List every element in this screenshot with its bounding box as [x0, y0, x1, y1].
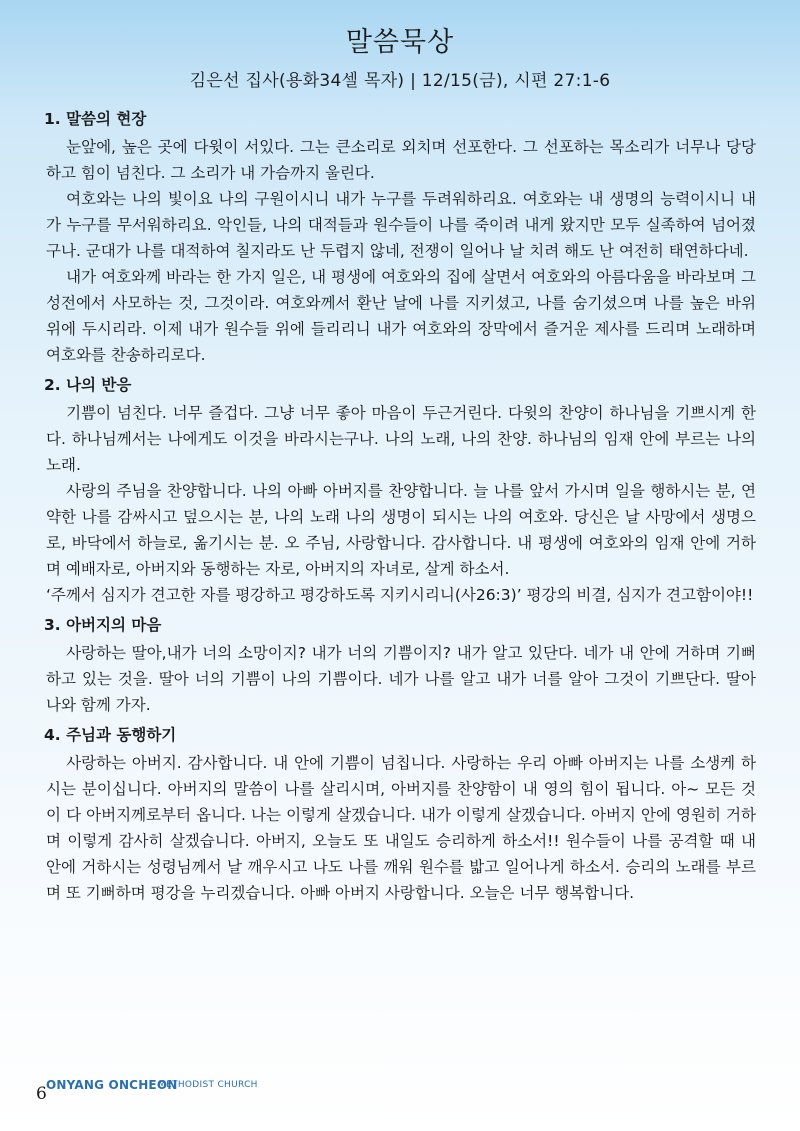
section-heading: 3. 아버지의 마음 — [44, 616, 162, 634]
paragraph: 내가 여호와께 바라는 한 가지 일은, 내 평생에 여호와의 집에 살면서 여호와의 아름다움을 바라보며 그 성전에서 사모하는 것, 그것이라. 여호와께서 환난 날에 나를 지키셨고, 나를 숨기셨으며 나를 높은 바위 위에 두시리라. 이제 내가 원수들 위에 들리리니 내가 여호와의 장막에서 즐거운 제사를 드리며 노래하며 여호와를 찬송하리로다. — [46, 268, 756, 364]
page-header — [0, 0, 800, 100]
paragraph: 사랑하는 아버지. 감사합니다. 내 안에 기쁨이 넘칩니다. 사랑하는 우리 아빠 아버지는 나를 소생케 하시는 분이십니다. 아버지의 말씀이 나를 살리시며, 아버지를 찬양함이 내 영의 힘이 됩니다. 아~ 모든 것이 다 아버지께로부터 옵니다. 나는 이렇게 살겠습니다. 내가 이렇게 살겠습니다. 아버지 안에 영원히 거하며 이렇게 감사히 살겠습니다. 아버지, 오늘도 또 내일도 승리하게 하소서!! 원수들이 나를 공격할 때 내 안에 거하시는 성령님께서 날 깨우시고 나도 나를 깨워 원수를 밟고 일어나게 하소서. 승리의 노래를 부르며 또 기뻐하며 평강을 누리겠습니다. 아빠 아버지 사랑합니다. 오늘은 너무 행복합니다. — [46, 754, 756, 902]
paragraph: 기쁨이 넘친다. 너무 즐겁다. 그냥 너무 좋아 마음이 두근거린다. 다윗의 찬양이 하나님을 기쁘시게 한다. 하나님께서는 나에게도 이것을 바라시는구나. 나의 노래, 나의 찬양. 하나님의 임재 안에 부르는 나의 노래. — [46, 404, 756, 474]
section-heading: 1. 말씀의 현장 — [44, 110, 147, 128]
church-subtitle: METHODIST CHURCH — [158, 1080, 258, 1090]
section-walking-with-lord — [44, 724, 756, 906]
section-my-response — [44, 374, 756, 608]
page-number: 6 — [36, 1084, 47, 1104]
church-name: ONYANG ONCHEON — [46, 1078, 178, 1092]
section-fathers-heart — [44, 614, 756, 718]
paragraph: 사랑의 주님을 찬양합니다. 나의 아빠 아버지를 찬양합니다. 늘 나를 앞서 가시며 일을 행하시는 분, 연약한 나를 감싸시고 덮으시는 분, 나의 노래 나의 생명이 되시는 나의 여호와. 당신은 날 사망에서 생명으로, 바닥에서 하늘로, 옮기시는 분. 오 주님, 사랑합니다. 감사합니다. 내 평생에 여호와의 임재 안에 거하며 예배자로, 아버지와 동행하는 자로, 아버지의 자녀로, 살게 하소서. — [46, 482, 756, 578]
page-subtitle: 김은선 집사(용화34셀 목자) | 12/15(금), 시편 27:1-6 — [189, 71, 611, 91]
section-heading: 4. 주님과 동행하기 — [44, 726, 177, 744]
article-body — [44, 108, 756, 912]
paragraph: 사랑하는 딸아,내가 너의 소망이지? 내가 너의 기쁨이지? 내가 알고 있단다. 네가 내 안에 거하며 기뻐하고 있는 것을. 딸아 너의 기쁨이 나의 기쁨이다. 네가 나를 알고 내가 너를 알아 그것이 기쁘단다. 딸아 나와 함께 가자. — [46, 644, 756, 714]
section-heading: 2. 나의 반응 — [44, 376, 132, 394]
section-scripture-scene — [44, 108, 756, 368]
paragraph: 눈앞에, 높은 곳에 다윗이 서있다. 그는 큰소리로 외치며 선포한다. 그 선포하는 목소리가 너무나 당당하고 힘이 넘친다. 그 소리가 내 가슴까지 울린다. — [46, 138, 756, 182]
page-title: 말씀묵상 — [345, 27, 455, 58]
scripture-quote: ‘주께서 심지가 견고한 자를 평강하고 평강하도록 지키시리니(사26:3)’ 평강의 비결, 심지가 견고함이야!! — [46, 586, 754, 604]
paragraph: 여호와는 나의 빛이요 나의 구원이시니 내가 누구를 두려워하리요. 여호와는 내 생명의 능력이시니 내가 누구를 무서워하리요. 악인들, 나의 대적들과 원수들이 나를 죽이려 내게 왔지만 모두 실족하여 넘어졌구나. 군대가 나를 대적하여 칠지라도 난 두렵지 않네, 전쟁이 일어나 날 치려 해도 난 여전히 태연하다네. — [46, 190, 756, 260]
